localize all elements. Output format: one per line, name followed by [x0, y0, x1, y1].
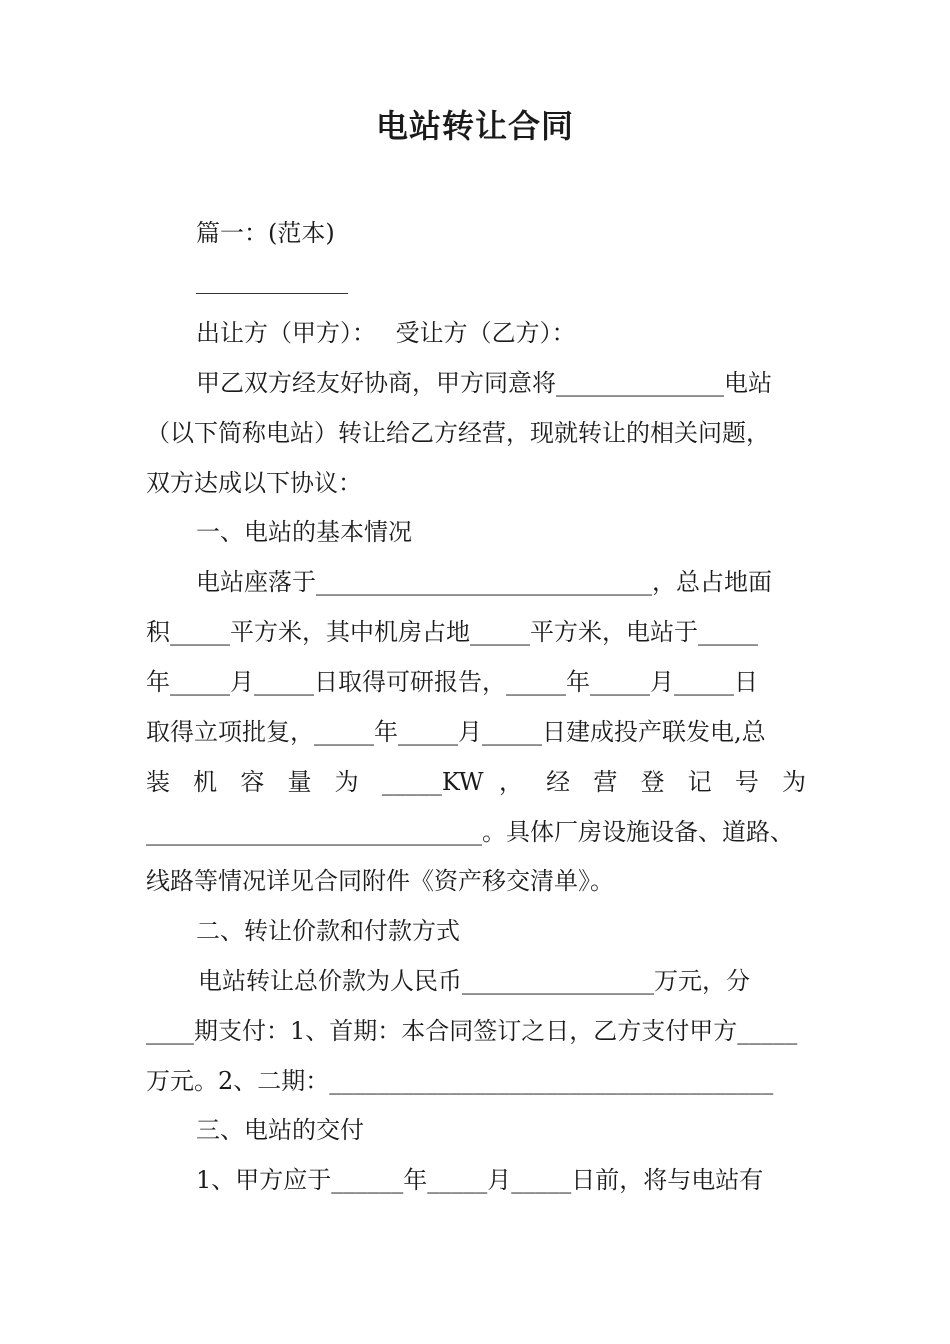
- parties-line: 出让方（甲方）： 受让方（乙方）：: [196, 319, 576, 347]
- paragraph-line: 电站座落于____________________________，总占地面: [196, 568, 772, 596]
- paragraph-line: ____期支付：1、首期：本合同签订之日，乙方支付甲方_____: [146, 1017, 798, 1045]
- paragraph-line: 取得立项批复，_____年_____月_____日建成投产联发电,总: [146, 718, 766, 746]
- paragraph-line: 1、甲方应于______年_____月_____日前，将与电站有: [196, 1166, 764, 1194]
- section-label: 篇一：(范本): [196, 219, 335, 247]
- paragraph-line: ____________________________。具体厂房设施设备、道路、: [146, 818, 794, 846]
- document-title: 电站转让合同: [375, 107, 574, 145]
- paragraph-line: 电站转让总价款为人民币________________万元，分: [198, 967, 750, 995]
- paragraph-line: 万元。2、二期：_____________________________________: [146, 1067, 774, 1095]
- paragraph-line: 线路等情况详见合同附件《资产移交清单》。: [146, 867, 614, 895]
- section-heading: 二、转让价款和付款方式: [196, 917, 460, 945]
- paragraph-line: 甲乙双方经友好协商，甲方同意将______________电站: [196, 369, 772, 397]
- paragraph-line: 双方达成以下协议：: [146, 469, 362, 497]
- paragraph-line-justified: 装 机 容 量 为 _____KW ， 经 营 登 记 号 为: [146, 768, 806, 796]
- paragraph-line: 积_____平方米，其中机房占地_____平方米，电站于_____: [146, 618, 758, 646]
- section-heading: 三、电站的交付: [196, 1116, 364, 1144]
- divider-rule: [196, 293, 348, 294]
- paragraph-line: 年_____月_____日取得可研报告，_____年_____月_____日: [146, 668, 758, 696]
- section-heading: 一、电站的基本情况: [196, 518, 412, 546]
- paragraph-line: （以下简称电站）转让给乙方经营，现就转让的相关问题，: [146, 419, 770, 447]
